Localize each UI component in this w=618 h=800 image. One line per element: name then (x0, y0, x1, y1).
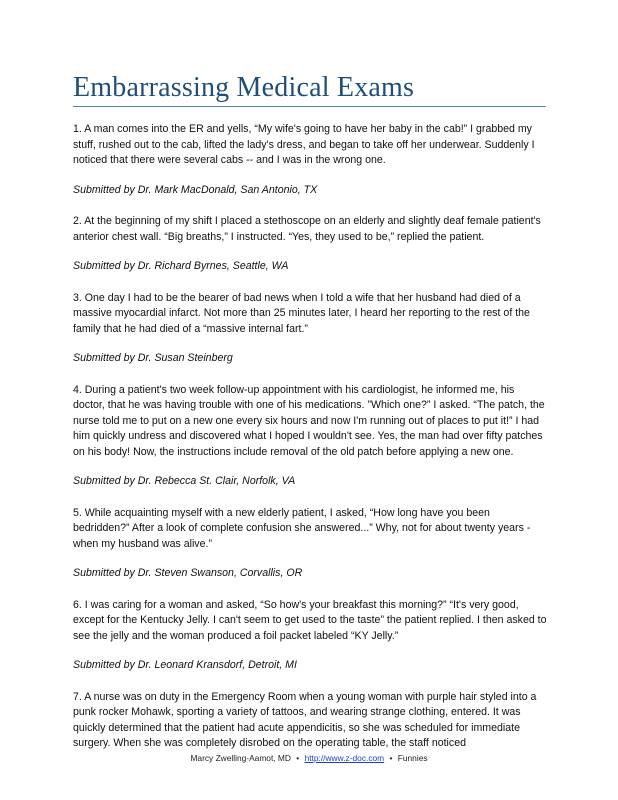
anecdote-attribution: Submitted by Dr. Richard Byrnes, Seattle, WA (73, 260, 289, 272)
footer-section: Funnies (397, 753, 428, 763)
anecdote-2 (73, 214, 548, 275)
anecdote-text: 2. At the beginning of my shift I placed a stethoscope on an elderly and slightly deaf female patient's anterior chest wall. “Big breaths,” I instructed. “Yes, they used to be,” replied the patient. (73, 215, 541, 243)
footer-separator: • (296, 753, 300, 763)
footer-author: Marcy Zwelling-Aamot, MD (190, 753, 291, 763)
anecdote-text: 5. While acquainting myself with a new elderly patient, I asked, “How long have you been bedridden?” After a look of complete confusion she answered...” Why, not for about twenty years - when my husband was alive.” (73, 506, 531, 550)
anecdote-4 (73, 383, 548, 490)
document-body (73, 122, 548, 768)
anecdote-attribution: Submitted by Dr. Steven Swanson, Corvallis, OR (73, 567, 303, 579)
anecdote-text: 4. During a patient's two week follow-up appointment with his cardiologist, he informed me, his doctor, that he was having trouble with one of his medications. ”Which one?” I asked. “The patch, the nurse told me to put on a new one every six hours and now I'm running out of places to put it!” I had him quickly undress and discovered what I hoped I wouldn't see. Yes, the man had over fifty patches on his body! Now, the instructions include removal of the old patch before applying a new one. (73, 383, 545, 458)
anecdote-attribution: Submitted by Dr. Rebecca St. Clair, Norfolk, VA (73, 475, 296, 487)
page-footer (0, 752, 618, 764)
footer-website-link[interactable]: http://www.z-doc.com (304, 753, 385, 763)
anecdote-1 (73, 122, 548, 198)
footer-separator: • (389, 753, 393, 763)
anecdote-text: 1. A man comes into the ER and yells, “My wife's going to have her baby in the cab!” I grabbed my stuff, rushed out to the cab, lifted the lady's dress, and began to take off her underwear. Suddenly I noticed that there were several cabs -- and I was in the wrong one. (73, 123, 535, 166)
anecdote-text: 7. A nurse was on duty in the Emergency Room when a young woman with purple hair styled into a punk rocker Mohawk, sporting a variety of tattoos, and wearing strange clothing, entered. It was quickly determined that the patient had acute appendicitis, so she was scheduled for immediate surgery. When she was completely disrobed on the operating table, the staff noticed (73, 690, 537, 749)
page-title: Embarrassing Medical Exams (73, 72, 415, 103)
anecdote-attribution: Submitted by Dr. Susan Steinberg (73, 352, 233, 364)
anecdote-7 (73, 690, 548, 752)
anecdote-5 (73, 506, 548, 582)
anecdote-3 (73, 291, 548, 367)
anecdote-6 (73, 598, 548, 674)
anecdote-attribution: Submitted by Dr. Mark MacDonald, San Antonio, TX (73, 183, 318, 196)
anecdote-attribution: Submitted by Dr. Leonard Kransdorf, Detroit, MI (73, 659, 297, 671)
anecdote-text: 6. I was caring for a woman and asked, “So how's your breakfast this morning?” “It's very good, except for the Kentucky Jelly. I can't seem to get used to the taste” the patient replied. I then asked to see the jelly and the woman produced a foil packet labeled “KY Jelly.” (73, 598, 547, 642)
anecdote-text: 3. One day I had to be the bearer of bad news when I told a wife that her husband had died of a massive myocardial infarct. Not more than 25 minutes later, I heard her reporting to the rest of the family that he had died of a “massive internal fart.” (73, 291, 530, 335)
title-underline (73, 106, 546, 107)
